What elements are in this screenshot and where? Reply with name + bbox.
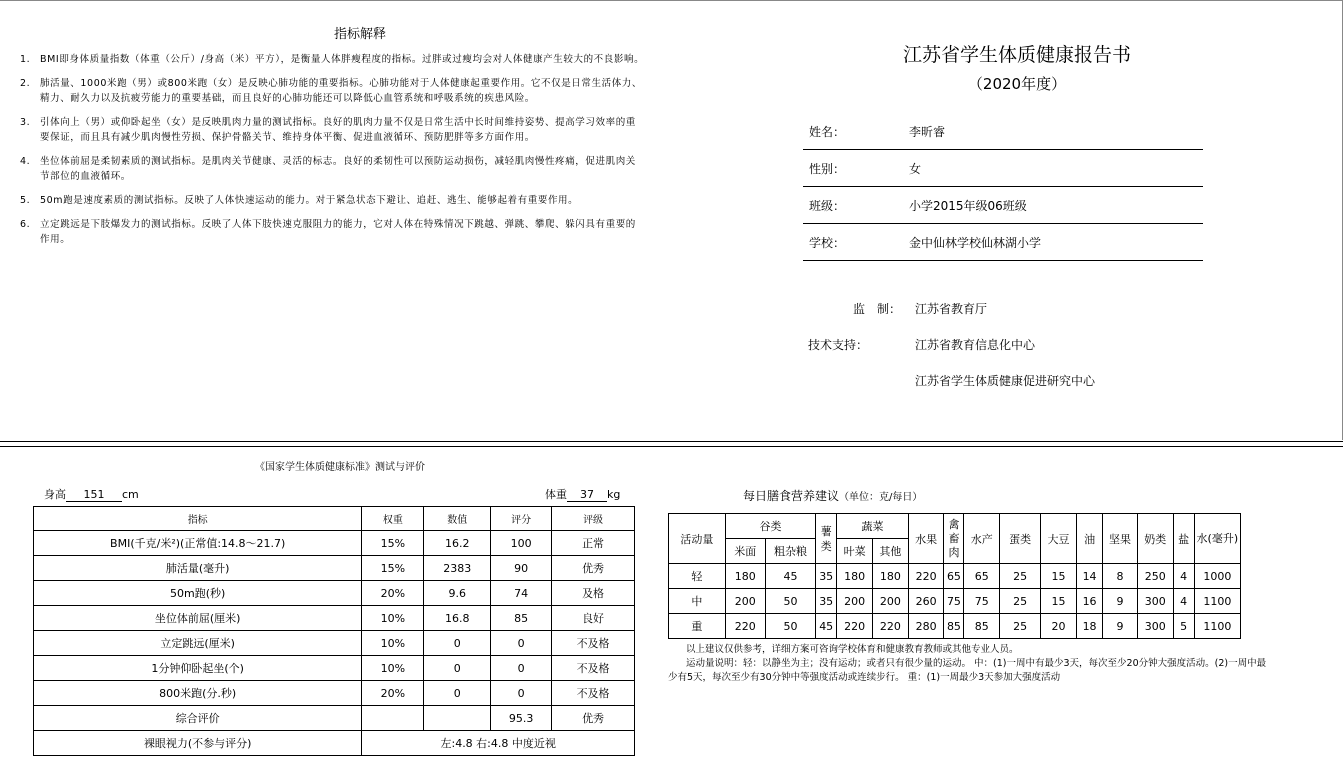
nutrition-cell: 8 <box>1103 564 1138 589</box>
height-field <box>44 486 139 502</box>
nutrition-cell: 180 <box>837 564 873 589</box>
nutrition-cell: 250 <box>1137 564 1173 589</box>
nutrition-header-activity: 活动量 <box>669 514 726 564</box>
empty-cell <box>424 706 491 731</box>
report-title: 江苏省学生体质健康报告书 <box>902 44 1131 66</box>
nutrition-header-egg: 蛋类 <box>1000 514 1041 564</box>
nutrition-cell: 15 <box>1041 589 1077 614</box>
nutrition-header-veg: 蔬菜 <box>837 514 909 539</box>
weight-cell: 20% <box>362 681 424 706</box>
nutrition-header-rice: 米面 <box>725 539 765 564</box>
grade-cell: 良好 <box>552 606 635 631</box>
nutrition-cell: 220 <box>872 614 908 639</box>
nutrition-cell: 65 <box>964 564 1000 589</box>
indicator-text: 引体向上（男）或仰卧起坐（女）是反映肌肉力量的测试指标。良好的肌肉力量不仅是日常生活中长时间维持姿势、提高学习效率的重要保证，而且具有减少肌肉慢性劳损、保护骨骼关节、维持身体平衡、促进血液循环、预防肥胖等多方面作用。 <box>40 117 636 143</box>
nutrition-unit: （单位：克/每日） <box>839 492 923 503</box>
nutrition-cell: 5 <box>1173 614 1194 639</box>
grade-cell: 及格 <box>552 581 635 606</box>
nutrition-cell: 220 <box>725 614 765 639</box>
grade-cell: 优秀 <box>552 556 635 581</box>
table-row <box>34 556 635 581</box>
indicator-name: 800米跑(分.秒) <box>34 681 362 706</box>
indicator-name: 肺活量(毫升) <box>34 556 362 581</box>
indicator-number: 4. <box>20 156 31 167</box>
nutrition-header-meat: 禽畜肉 <box>944 514 964 564</box>
total-label: 综合评价 <box>34 706 362 731</box>
weight-unit: kg <box>607 488 621 501</box>
indicator-item <box>20 76 645 106</box>
table-row <box>34 656 635 681</box>
nutrition-cell: 35 <box>816 589 837 614</box>
weight-cell: 15% <box>362 556 424 581</box>
weight-cell: 10% <box>362 631 424 656</box>
indicator-item <box>20 217 645 247</box>
info-value: 女 <box>909 162 922 176</box>
header-cell: 评级 <box>552 507 635 531</box>
nutrition-cell: 15 <box>1041 564 1077 589</box>
tech-support-value-2: 江苏省学生体质健康促进研究中心 <box>915 374 1096 388</box>
nutrition-header-other: 其他 <box>872 539 908 564</box>
indicator-text: 肺活量、1000米跑（男）或800米跑（女）是反映心肺功能的重要指标。心肺功能对于人体健康起重要作用。它不仅是日常生活体力、精力、耐久力以及抗疲劳能力的重要基础，而且良好的心肺功能还可以降低心血管系统和呼吸系统的疾患风险。 <box>40 78 643 104</box>
nutrition-header-grain: 谷类 <box>725 514 815 539</box>
nutrition-cell: 25 <box>1000 589 1041 614</box>
nutrition-header-milk: 奶类 <box>1137 514 1173 564</box>
nutrition-cell: 85 <box>944 614 964 639</box>
nutrition-cell: 280 <box>908 614 944 639</box>
top-border <box>0 0 1343 1</box>
grade-cell: 不及格 <box>552 656 635 681</box>
nutrition-cell: 16 <box>1076 589 1102 614</box>
value-cell: 0 <box>424 681 491 706</box>
nutrition-cell: 45 <box>816 614 837 639</box>
nutrition-cell: 75 <box>944 589 964 614</box>
nutrition-cell: 1100 <box>1194 614 1240 639</box>
nutrition-note-1: 以上建议仅供参考，详细方案可咨询学校体育和健康教育教师或其他专业人员。 <box>686 644 1019 655</box>
nutrition-cell: 300 <box>1137 589 1173 614</box>
vision-row <box>34 731 635 756</box>
nutrition-header-potato: 薯类 <box>816 514 837 564</box>
nutrition-title <box>743 487 922 504</box>
nutrition-header-row <box>669 514 1241 539</box>
score-cell: 0 <box>491 631 552 656</box>
score-cell: 0 <box>491 681 552 706</box>
score-cell: 74 <box>491 581 552 606</box>
table-header-row <box>34 507 635 531</box>
divider <box>0 446 1343 447</box>
nutrition-cell: 20 <box>1041 614 1077 639</box>
indicator-title: 指标解释 <box>333 27 386 42</box>
grade-cell: 不及格 <box>552 681 635 706</box>
nutrition-cell: 中 <box>669 589 726 614</box>
table-row <box>34 581 635 606</box>
grade-cell: 不及格 <box>552 631 635 656</box>
value-cell: 0 <box>424 656 491 681</box>
nutrition-cell: 9 <box>1103 614 1138 639</box>
nutrition-cell: 75 <box>964 589 1000 614</box>
nutrition-row <box>669 564 1241 589</box>
header-cell: 数值 <box>424 507 491 531</box>
info-label: 姓名： <box>809 125 846 139</box>
total-score: 95.3 <box>491 706 552 731</box>
nutrition-header-aquatic: 水产 <box>964 514 1000 564</box>
header-cell: 评分 <box>491 507 552 531</box>
nutrition-cell: 200 <box>872 589 908 614</box>
indicator-number: 3. <box>20 117 31 128</box>
indicator-name: BMI(千克/米²)(正常值:14.8～21.7) <box>34 531 362 556</box>
height-unit: cm <box>122 488 139 501</box>
standard-table <box>33 506 635 756</box>
nutrition-cell: 25 <box>1000 614 1041 639</box>
nutrition-header-nut: 坚果 <box>1103 514 1138 564</box>
nutrition-cell: 35 <box>816 564 837 589</box>
weight-cell: 10% <box>362 656 424 681</box>
nutrition-cell: 1000 <box>1194 564 1240 589</box>
nutrition-cell: 220 <box>908 564 944 589</box>
empty-cell <box>362 706 424 731</box>
value-cell: 16.8 <box>424 606 491 631</box>
indicator-item <box>20 193 645 208</box>
nutrition-row <box>669 589 1241 614</box>
nutrition-cell: 4 <box>1173 589 1194 614</box>
nutrition-notes <box>668 643 1268 685</box>
nutrition-header-oil: 油 <box>1076 514 1102 564</box>
nutrition-cell: 1100 <box>1194 589 1240 614</box>
info-row-gender <box>803 150 1203 187</box>
table-row <box>34 631 635 656</box>
supervise-value: 江苏省教育厅 <box>915 302 988 316</box>
tech-support-value-1: 江苏省教育信息化中心 <box>915 338 1036 352</box>
table-row <box>34 681 635 706</box>
indicator-text: BMI即身体质量指数（体重（公斤）/身高（米）平方），是衡量人体胖瘦程度的指标。过胖或过瘦均会对人体健康产生较大的不良影响。 <box>40 54 645 65</box>
nutrition-cell: 45 <box>765 564 815 589</box>
info-label: 性别： <box>809 162 846 176</box>
nutrition-title-text: 每日膳食营养建议 <box>743 489 840 503</box>
indicator-text: 立定跳远是下肢爆发力的测试指标。反映了人体下肢快速克服阻力的能力，它对人体在特殊情况下跳越、弹跳、攀爬、躲闪具有重要的作用。 <box>40 219 636 245</box>
info-row-school <box>803 224 1203 261</box>
nutrition-header-water: 水(毫升) <box>1194 514 1240 564</box>
header-cell: 权重 <box>362 507 424 531</box>
nutrition-cell: 260 <box>908 589 944 614</box>
info-value: 小学2015年级06班级 <box>909 199 1027 213</box>
info-label: 学校： <box>809 236 846 250</box>
indicator-name: 坐位体前屈(厘米) <box>34 606 362 631</box>
table-row <box>34 606 635 631</box>
indicator-text: 50m跑是速度素质的测试指标。反映了人体快速运动的能力。对于紧急状态下避让、追赶、逃生、能够起着有重要作用。 <box>40 195 579 206</box>
nutrition-note-2: 运动量说明：轻：以静坐为主；没有运动；或者只有很少量的运动。 中：(1)一周中有最少3天，每次至少20分钟大强度活动。(2)一周中最少有5天，每次至少有30分钟中等强度活动或连续步行。 重：(1)一周最少3天参加大强度活动 <box>668 658 1267 683</box>
indicator-number: 2. <box>20 78 31 89</box>
score-cell: 85 <box>491 606 552 631</box>
weight-label: 体重 <box>545 488 567 501</box>
indicator-item <box>20 115 645 145</box>
indicator-name: 1分钟仰卧起坐(个) <box>34 656 362 681</box>
height-value: 151 <box>66 488 122 502</box>
indicator-list <box>20 52 645 256</box>
value-cell: 9.6 <box>424 581 491 606</box>
divider <box>0 441 1343 442</box>
nutrition-cell: 重 <box>669 614 726 639</box>
nutrition-cell: 200 <box>837 589 873 614</box>
vision-value: 左:4.8 右:4.8 中度近视 <box>362 731 635 756</box>
nutrition-cell: 25 <box>1000 564 1041 589</box>
report-year: （2020年度） <box>967 75 1067 93</box>
nutrition-header-salt: 盐 <box>1173 514 1194 564</box>
indicator-number: 5. <box>20 195 31 206</box>
nutrition-cell: 14 <box>1076 564 1102 589</box>
nutrition-cell: 65 <box>944 564 964 589</box>
nutrition-header-leaf: 叶菜 <box>837 539 873 564</box>
info-row-name <box>803 113 1203 150</box>
indicator-name: 立定跳远(厘米) <box>34 631 362 656</box>
indicator-item <box>20 52 645 67</box>
vision-label: 裸眼视力(不参与评分) <box>34 731 362 756</box>
supervise-label: 监 制： <box>853 302 902 316</box>
nutrition-cell: 180 <box>872 564 908 589</box>
grade-cell: 正常 <box>552 531 635 556</box>
nutrition-cell: 50 <box>765 589 815 614</box>
nutrition-cell: 200 <box>725 589 765 614</box>
header-cell: 指标 <box>34 507 362 531</box>
info-row-class <box>803 187 1203 224</box>
nutrition-header-fruit: 水果 <box>908 514 944 564</box>
score-cell: 0 <box>491 656 552 681</box>
info-value: 金中仙林学校仙林湖小学 <box>909 236 1042 250</box>
info-label: 班级： <box>809 199 846 213</box>
value-cell: 0 <box>424 631 491 656</box>
nutrition-header-soy: 大豆 <box>1041 514 1077 564</box>
nutrition-cell: 轻 <box>669 564 726 589</box>
tech-support-label: 技术支持： <box>808 338 869 352</box>
indicator-number: 1. <box>20 54 31 65</box>
indicator-number: 6. <box>20 219 31 230</box>
value-cell: 2383 <box>424 556 491 581</box>
table-row <box>34 531 635 556</box>
nutrition-cell: 220 <box>837 614 873 639</box>
indicator-name: 50m跑(秒) <box>34 581 362 606</box>
nutrition-cell: 180 <box>725 564 765 589</box>
nutrition-header-coarse: 粗杂粮 <box>765 539 815 564</box>
score-cell: 90 <box>491 556 552 581</box>
standard-title: 《国家学生体质健康标准》测试与评价 <box>255 462 425 473</box>
weight-field <box>545 486 620 502</box>
nutrition-row <box>669 614 1241 639</box>
total-grade: 优秀 <box>552 706 635 731</box>
nutrition-table <box>668 513 1241 639</box>
nutrition-cell: 9 <box>1103 589 1138 614</box>
score-cell: 100 <box>491 531 552 556</box>
nutrition-cell: 4 <box>1173 564 1194 589</box>
info-value: 李昕睿 <box>909 125 946 139</box>
indicator-text: 坐位体前屈是柔韧素质的测试指标。是肌肉关节健康、灵活的标志。良好的柔韧性可以预防运动损伤，减轻肌肉慢性疼痛，促进肌肉关节部位的血液循环。 <box>40 156 636 182</box>
indicator-item <box>20 154 645 184</box>
nutrition-cell: 50 <box>765 614 815 639</box>
weight-value: 37 <box>567 488 607 502</box>
nutrition-cell: 300 <box>1137 614 1173 639</box>
weight-cell: 15% <box>362 531 424 556</box>
weight-cell: 20% <box>362 581 424 606</box>
nutrition-cell: 85 <box>964 614 1000 639</box>
weight-cell: 10% <box>362 606 424 631</box>
total-row <box>34 706 635 731</box>
height-label: 身高 <box>44 488 66 501</box>
nutrition-cell: 18 <box>1076 614 1102 639</box>
value-cell: 16.2 <box>424 531 491 556</box>
